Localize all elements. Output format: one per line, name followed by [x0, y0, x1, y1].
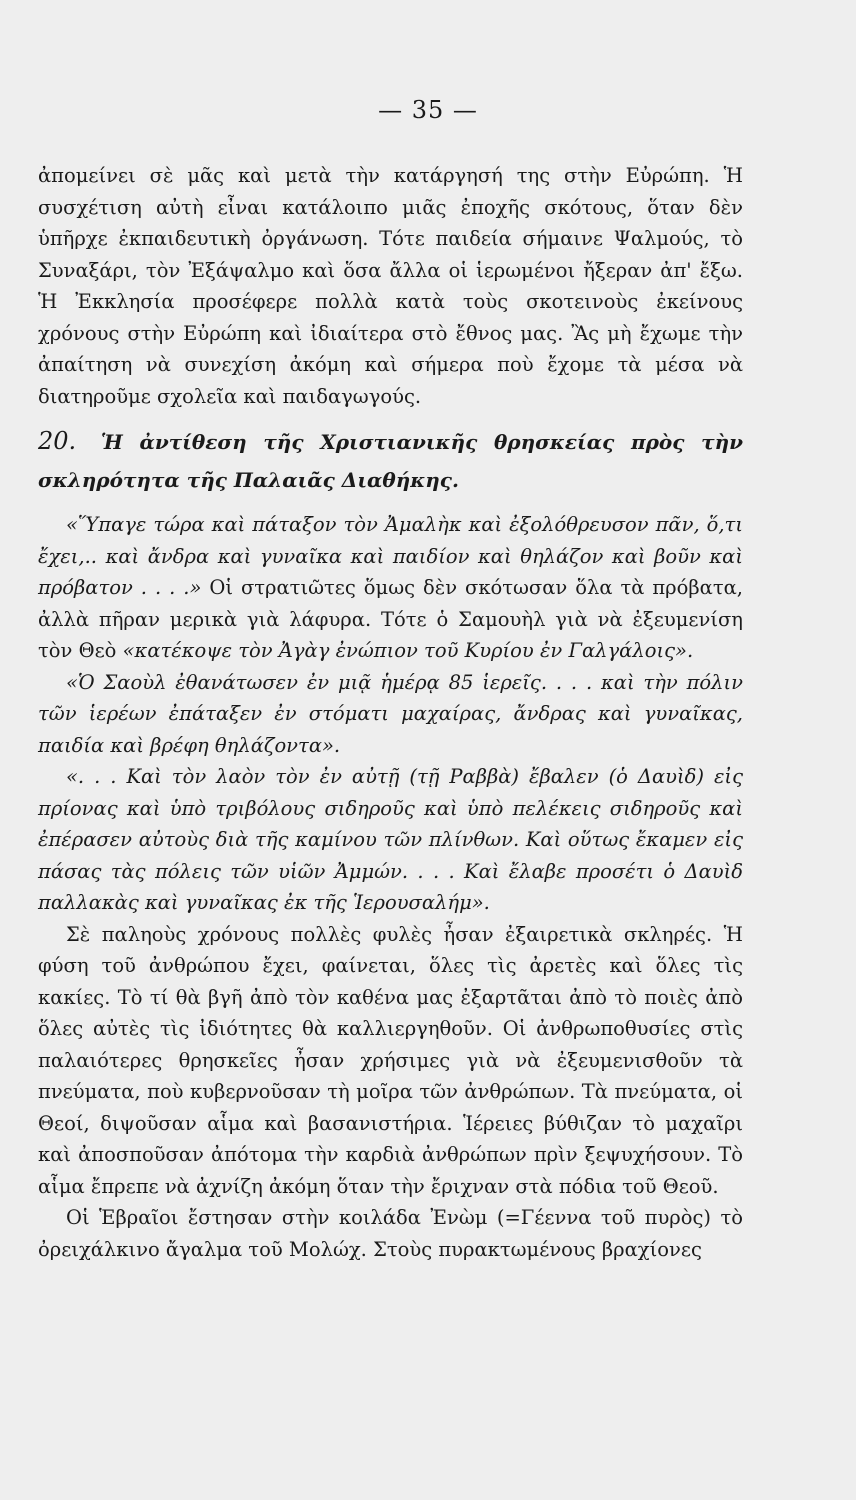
paragraph: Οἱ Ἑβραῖοι ἔστησαν στὴν κοιλάδα Ἐνὼμ (=Γέεννα τοῦ πυρὸς) τὸ ὀρειχάλκινο ἄγαλμα τοῦ Μολώχ. Στοὺς πυρακτωμένους βραχίονες	[38, 1206, 743, 1261]
scripture-quote: «Ὕπαγε τώρα καὶ πάταξον τὸν Ἀμαλὴκ καὶ ἐξολόθρευσον πᾶν, ὅ,τι ἔχει,.. καὶ ἄνδρα καὶ γυναῖκα καὶ παιδίον καὶ θηλάζον καὶ βοῦν καὶ πρόβατον . . . .»	[38, 513, 743, 599]
section-number: 20.	[38, 427, 77, 455]
section-title: Ἡ ἀντίθεση τῆς Χριστιανικῆς θρησκείας πρὸς τὴν σκληρότητα τῆς Παλαιᾶς Διαθήκης.	[38, 430, 743, 492]
scripture-quote: «. . . Καὶ τὸν λαὸν τὸν ἐν αὐτῇ (τῇ Ραββὰ) ἔβαλεν (ὁ Δαυὶδ) εἰς πρίονας καὶ ὑπὸ τριβόλους σιδηροῦς καὶ ὑπὸ πελέκεις σιδηροῦς καὶ ἐπέρασεν αὐτοὺς διὰ τῆς καμίνου τῶν πλίνθων. Καὶ οὕτως ἔκαμεν εἰς πάσας τὰς πόλεις τῶν υἱῶν Ἀμμών. . . . Καὶ ἔλαβε προσέτι ὁ Δαυὶδ παλλακὰς καὶ γυναῖκας ἐκ τῆς Ἱερουσαλήμ».	[38, 765, 743, 914]
scripture-quote: «κατέκοψε τὸν Ἀγὰγ ἐνώπιον τοῦ Κυρίου ἐν Γαλγάλοις».	[122, 639, 694, 662]
body-text	[38, 160, 743, 1265]
paragraph: ἀπομείνει σὲ μᾶς καὶ μετὰ τὴν κατάργησή της στὴν Εὐρώπη. Ἡ συσχέτιση αὐτὴ εἶναι κατάλοιπο μιᾶς ἐποχῆς σκότους, ὅταν δὲν ὑπῆρχε ἐκπαιδευτικὴ ὀργάνωση. Τότε παιδεία σήμαινε Ψαλμούς, τὸ Συναξάρι, τὸν Ἐξάψαλμο καὶ ὅσα ἄλλα οἱ ἱερωμένοι ἤξεραν ἀπ' ἔξω. Ἡ Ἐκκλησία προσέφερε πολλὰ κατὰ τοὺς σκοτεινοὺς ἐκείνους χρόνους στὴν Εὐρώπη καὶ ἰδιαίτερα στὸ ἔθνος μας. Ἂς μὴ ἔχωμε τὴν ἀπαίτηση νὰ συνεχίση ἀκόμη καὶ σήμερα ποὺ ἔχομε τὰ μέσα νὰ διατηροῦμε σχολεῖα καὶ παιδαγωγούς.	[38, 164, 743, 408]
quote-paragraph	[38, 509, 743, 667]
commentary-text: Οἱ στρατιῶτες ὅμως δὲν σκότωσαν ὅλα τὰ πρόβατα, ἀλλὰ πῆραν μερικὰ γιὰ λάφυρα. Τότε ὁ Σαμουὴλ γιὰ νὰ ἐξευμενίση τὸν Θεὸ	[38, 576, 743, 662]
section-heading	[38, 422, 743, 499]
scripture-quote: «Ὁ Σαοὺλ ἐθανάτωσεν ἐν μιᾷ ἡμέρᾳ 85 ἱερεῖς. . . . καὶ τὴν πόλιν τῶν ἱερέων ἐπάταξεν ἐν στόματι μαχαίρας, ἄνδρας καὶ γυναῖκας, παιδία καὶ βρέφη θηλάζοντα».	[38, 670, 743, 757]
page-number: — 35 —	[378, 96, 478, 124]
paragraph: Σὲ παληοὺς χρόνους πολλὲς φυλὲς ἦσαν ἐξαιρετικὰ σκληρές. Ἡ φύση τοῦ ἀνθρώπου ἔχει, φαίνεται, ὅλες τὶς ἀρετὲς καὶ ὅλες τὶς κακίες. Τὸ τί θὰ βγῆ ἀπὸ τὸν καθένα μας ἐξαρτᾶται ἀπὸ τὸ ποιὲς ἀπὸ ὅλες αὐτὲς τὶς ἰδιότητες θὰ καλλιεργηθοῦν. Οἱ ἀνθρωποθυσίες στὶς παλαιότερες θρησκεῖες ἦσαν χρήσιμες γιὰ νὰ ἐξευμενισθοῦν τὰ πνεύματα, ποὺ κυβερνοῦσαν τὴ μοῖρα τῶν ἀνθρώπων. Τὰ πνεύματα, οἱ Θεοί, διψοῦσαν αἷμα καὶ βασανιστήρια. Ἱέρειες βύθιζαν τὸ μαχαῖρι καὶ ἀποσποῦσαν ἀπότομα τὴν καρδιὰ ἀνθρώπων πρὶν ξεψυχήσουν. Τὸ αἷμα ἔπρεπε νὰ ἀχνίζη ἀκόμη ὅταν τὴν ἔριχναν στὰ πόδια τοῦ Θεοῦ.	[38, 922, 743, 1198]
